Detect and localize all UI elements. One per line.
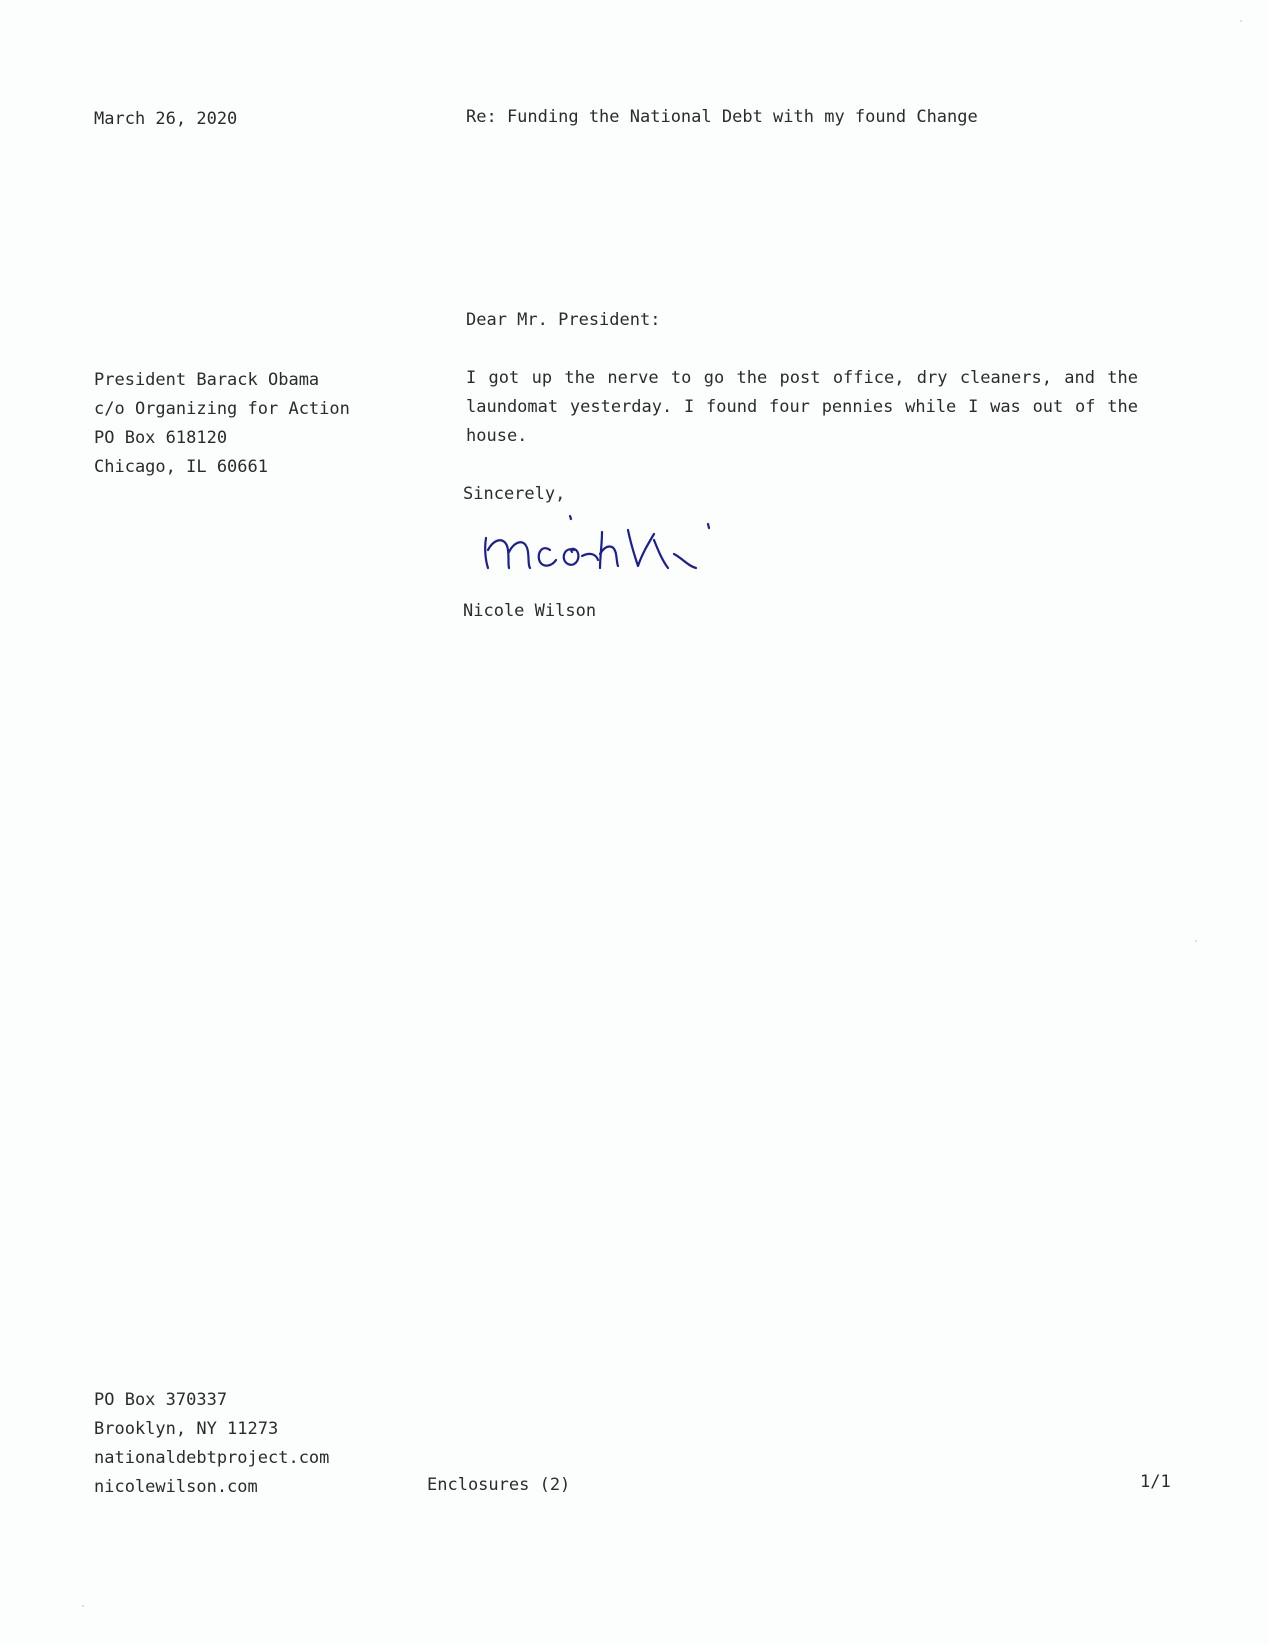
sender-website-2: nicolewilson.com: [94, 1477, 258, 1497]
handwritten-signature-icon: [478, 510, 738, 590]
letter-body: I got up the nerve to go the post office, dry cleaners, and the laundomat yesterday. I found four pennies while I was out of the house.: [466, 368, 1138, 446]
recipient-care-of: c/o Organizing for Action: [94, 399, 350, 419]
letter-salutation: Dear Mr. President:: [466, 310, 661, 330]
sender-address: [94, 1386, 329, 1502]
scan-speck: [82, 1605, 84, 1607]
recipient-name: President Barack Obama: [94, 370, 320, 390]
letter-signer: Nicole Wilson: [463, 601, 597, 621]
recipient-po-box: PO Box 618120: [94, 428, 228, 448]
letter-closing: Sincerely,: [463, 484, 566, 504]
scan-speck: [1240, 20, 1242, 22]
recipient-city: Chicago, IL 60661: [94, 457, 268, 477]
sender-city: Brooklyn, NY 11273: [94, 1419, 279, 1439]
enclosures-note: Enclosures (2): [427, 1475, 571, 1495]
sender-website-1: nationaldebtproject.com: [94, 1448, 330, 1468]
scan-speck: [1195, 940, 1197, 942]
letter-subject: Re: Funding the National Debt with my found Change: [466, 107, 978, 127]
letter-date: March 26, 2020: [94, 109, 238, 129]
recipient-address: [94, 366, 350, 482]
sender-po-box: PO Box 370337: [94, 1390, 228, 1410]
page-number: 1/1: [1140, 1472, 1171, 1492]
